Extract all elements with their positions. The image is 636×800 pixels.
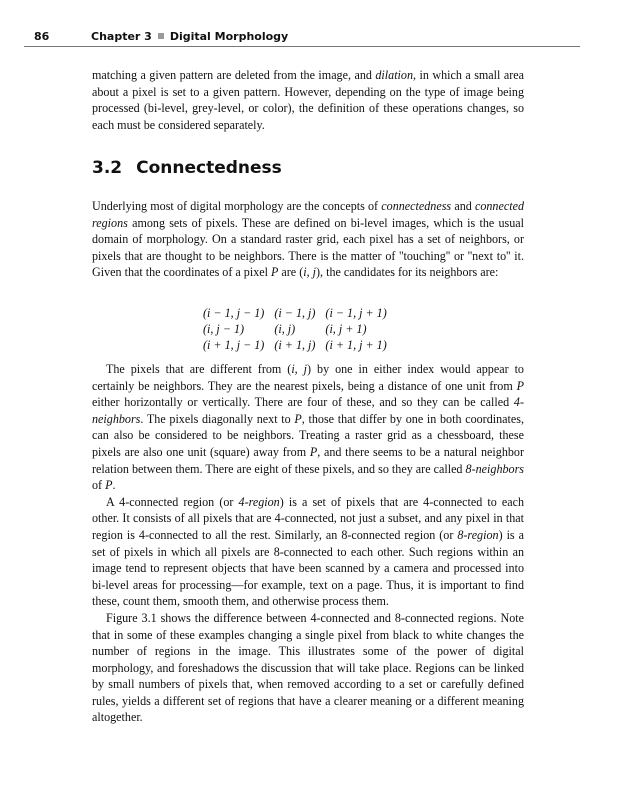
emphasis: i, j	[303, 265, 317, 280]
header-separator-square	[158, 33, 164, 39]
text-run: ), the candidates for its neighbors are:	[316, 265, 499, 280]
neighbor-coordinates	[203, 305, 397, 353]
matrix-cell: (i + 1, j − 1)	[203, 338, 265, 352]
text-run: The pixels that are different from (	[106, 362, 292, 376]
paragraph-2	[92, 361, 524, 494]
matrix-cell: (i + 1, j + 1)	[325, 338, 387, 352]
intro-paragraph	[92, 67, 524, 133]
emphasis: 8-neighbors	[465, 461, 524, 476]
paragraph-3	[92, 494, 524, 610]
matrix-cell: (i − 1, j)	[274, 306, 316, 320]
text-run: among sets of pixels. These are defined on bi-level images, which is the usual domain of morphology. On a standard raster grid, each pixel has a set of neighbors, or pixels that are thought to be neighbors. There is the matter of ''touching'' or ''next to'' it. Given that the coordinates of a pixel	[92, 215, 524, 280]
text-run: , those that differ by one in both coordinates, can also be considered to be neighbors. Treating a raster grid as a chessboard, these pixels are also one unit (square) away from	[92, 411, 524, 459]
text-run: .	[112, 478, 116, 493]
emphasis: P	[105, 478, 113, 493]
matrix-row	[203, 337, 397, 353]
matrix-cell: (i, j)	[274, 322, 296, 336]
text-run: ) is a set of pixels that are 4-connected to each other. It consists of all pixels that are 4-connected, not just a subset, and any pixel in that region is 4-connected to all the rest. Similarly, an 8-connected region (or	[92, 494, 525, 542]
emphasis: i, j	[291, 362, 308, 376]
chapter-heading	[91, 30, 288, 43]
section-heading	[92, 158, 282, 178]
emphasis: P	[271, 265, 279, 280]
text-run: either horizontally or vertically. There are four of these, and so they can be called	[92, 395, 514, 410]
emphasis: P	[516, 378, 524, 393]
chapter-label: Chapter 3	[91, 30, 152, 43]
matrix-cell: (i + 1, j)	[274, 338, 316, 352]
matrix-cell: (i, j + 1)	[325, 322, 367, 336]
section-title: Connectedness	[136, 158, 282, 178]
paragraph-1	[92, 198, 524, 281]
page-number: 86	[34, 30, 50, 43]
text-run: A 4-connected region (or	[106, 494, 239, 509]
emphasis: 8-region	[457, 527, 499, 542]
emphasis: 4-region	[238, 494, 280, 509]
text-run: , in which a small area about a pixel is set to a given pattern. However, depending on the type of image being processed (bi-level, grey-level, or color), the definition of these operations changes, so each must be considered separately.	[92, 68, 524, 132]
matrix-row	[203, 321, 397, 337]
emphasis: dilation	[375, 68, 414, 82]
text-run: are (	[278, 265, 304, 280]
text-run: . The pixels diagonally next to	[140, 411, 295, 426]
matrix-cell: (i − 1, j − 1)	[203, 306, 265, 320]
matrix-cell: (i, j − 1)	[203, 322, 245, 336]
text-run: Underlying most of digital morphology are the concepts of	[92, 199, 382, 213]
emphasis: connected regions	[92, 199, 524, 230]
text-run: matching a given pattern are deleted from the image, and	[92, 68, 376, 82]
text-run: and	[451, 199, 475, 213]
header-rule	[24, 46, 580, 47]
chapter-title: Digital Morphology	[169, 30, 289, 43]
matrix-row	[203, 305, 397, 321]
emphasis: connectedness	[381, 199, 452, 213]
emphasis: P	[294, 411, 302, 426]
running-header	[24, 30, 580, 46]
text-run: of	[92, 478, 106, 493]
text-run: ) by one in either index would appear to certainly be neighbors. They are the nearest pixels, being a distance of one unit from	[92, 362, 524, 393]
section-number: 3.2	[92, 158, 123, 178]
emphasis: 4-neighbors	[92, 395, 524, 426]
text-run: , and there seems to be a natural neighbor relation between them. There are eight of these pixels, and so they are called	[92, 444, 524, 476]
paragraph-4: Figure 3.1 shows the difference between 4-connected and 8-connected regions. Note that in some of these examples changing a single pixel from black to white changes the number of regions in the image. This illustrates some of the power of digital morphology, and foreshadows the discussion that will take place. Regions can be linked by small numbers of pixels that, when removed according to a set or carefully defined rules, yields a different set of regions that have a clearer meaning or a different meaning altogether.	[92, 610, 524, 725]
emphasis: P	[309, 444, 318, 459]
body-text	[92, 361, 524, 726]
matrix-cell: (i − 1, j + 1)	[325, 306, 387, 320]
text-run: ) is a set of pixels in which all pixels are 8-connected to each other. Such regions within an image tend to represent objects that have been scanned by a camera and processed into bi-level areas for processing—for example, text on a page. Thus, it is important to find these, count them, smooth them, and otherwise process them.	[92, 527, 524, 609]
